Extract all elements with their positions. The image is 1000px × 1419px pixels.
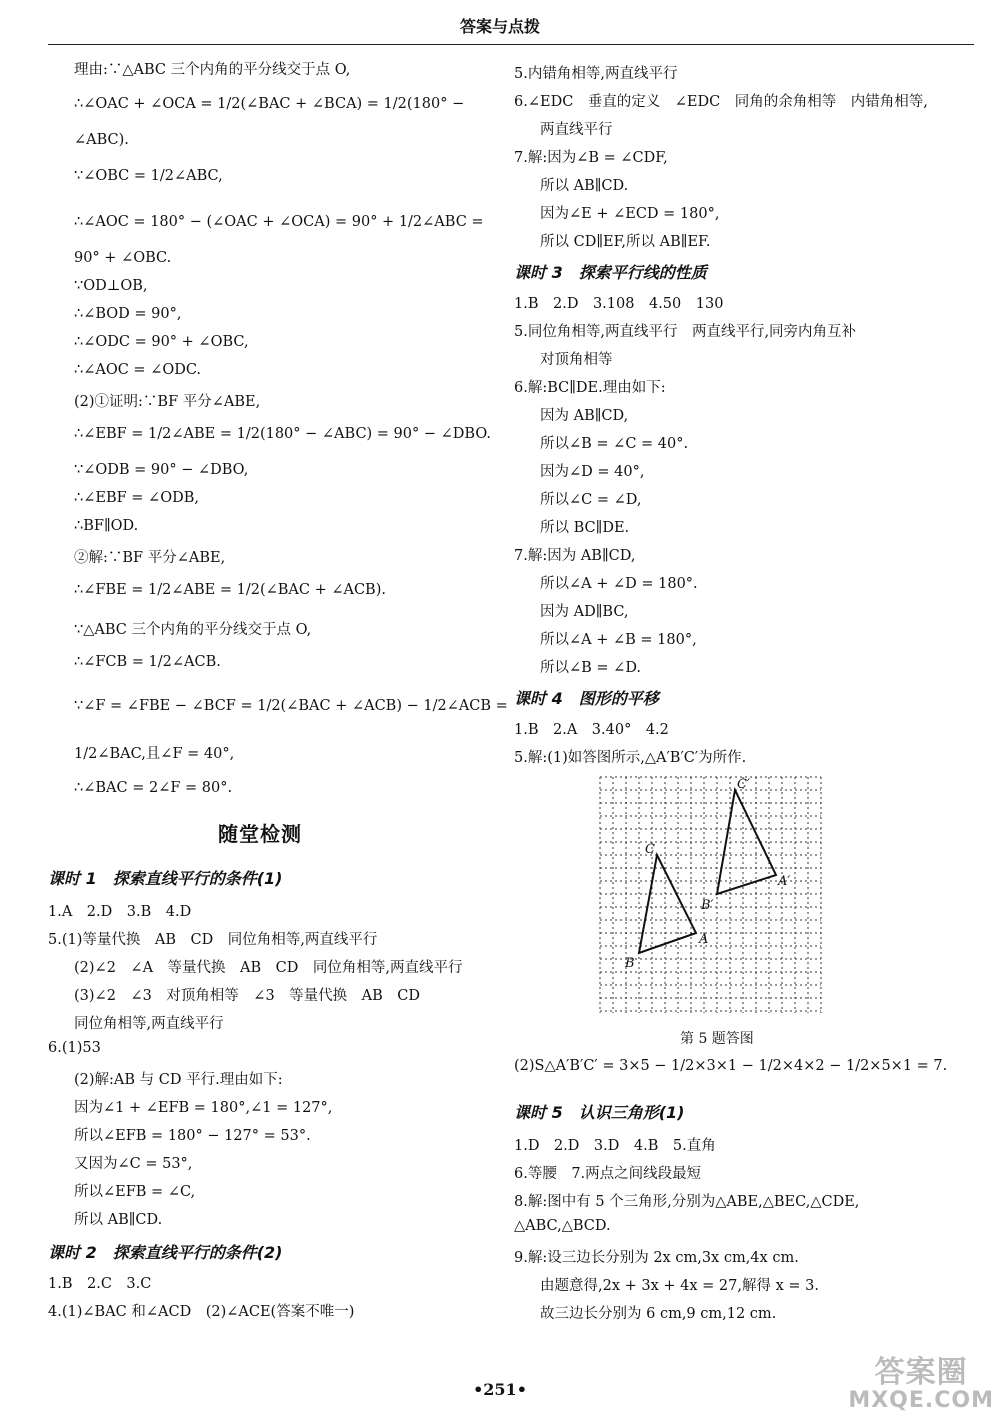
- answer-line: 所以 CD∥EF,所以 AB∥EF.: [540, 234, 711, 250]
- answer-line: ∵∠OBC = 1/2∠ABC,: [74, 168, 223, 184]
- answer-line: 7.解:因为∠B = ∠CDF,: [514, 150, 668, 166]
- triangle-abc: [639, 855, 696, 953]
- answer-line: 1.B 2.C 3.C: [48, 1276, 152, 1292]
- answer-line: ∴∠BAC = 2∠F = 80°.: [74, 780, 233, 796]
- answer-line: 所以∠EFB = 180° − 127° = 53°.: [74, 1128, 311, 1144]
- answer-line: 6.等腰 7.两点之间线段最短: [514, 1166, 702, 1182]
- answer-line: 因为∠D = 40°,: [540, 464, 645, 480]
- label-b: B: [625, 956, 635, 971]
- figure-caption: 第 5 题答图: [680, 1031, 754, 1047]
- watermark-logo: [848, 1356, 994, 1413]
- answer-line: 两直线平行: [540, 122, 613, 138]
- answer-line: 6.∠EDC 垂直的定义 ∠EDC 同角的余角相等 内错角相等,: [514, 94, 928, 110]
- label-c-prime: C′: [737, 777, 750, 792]
- answer-line: 因为∠E + ∠ECD = 180°,: [540, 206, 720, 222]
- lesson-2-title: 课时 2 探索直线平行的条件(2): [48, 1243, 283, 1262]
- answer-line: 又因为∠C = 53°,: [74, 1156, 193, 1172]
- lesson-5-title: 课时 5 认识三角形(1): [514, 1103, 685, 1122]
- label-b-prime: B′: [701, 898, 714, 913]
- answer-line: 所以∠B = ∠C = 40°.: [540, 436, 689, 452]
- answer-line: 7.解:因为 AB∥CD,: [514, 548, 636, 564]
- answer-line: ∵△ABC 三个内角的平分线交于点 O,: [74, 622, 312, 638]
- label-a-prime: A′: [778, 874, 791, 889]
- answer-line: 1/2∠BAC,且∠F = 40°,: [74, 746, 235, 762]
- answer-line: 所以 AB∥CD.: [74, 1212, 163, 1228]
- dotted-grid: [600, 777, 821, 1013]
- answer-line: 所以∠A + ∠D = 180°.: [540, 576, 698, 592]
- answer-line: 所以∠EFB = ∠C,: [74, 1184, 196, 1200]
- answer-line: 5.内错角相等,两直线平行: [514, 66, 678, 82]
- answer-line: 所以∠C = ∠D,: [540, 492, 642, 508]
- answer-line: 90° + ∠OBC.: [74, 250, 172, 266]
- page-number: •251•: [473, 1380, 527, 1399]
- answer-line: (3)∠2 ∠3 对顶角相等 ∠3 等量代换 AB CD: [74, 988, 421, 1004]
- lesson-4-title: 课时 4 图形的平移: [514, 689, 659, 708]
- answer-line: 6.解:BC∥DE.理由如下:: [514, 380, 666, 396]
- answer-line: ∴∠BOD = 90°,: [74, 306, 182, 322]
- answer-line: 5.(1)等量代换 AB CD 同位角相等,两直线平行: [48, 932, 378, 948]
- answer-line: △ABC,△BCD.: [514, 1218, 611, 1234]
- area-answer-line: (2)S△A′B′C′ = 3×5 − 1/2×3×1 − 1/2×4×2 − 1/2×5×1 = 7.: [514, 1058, 948, 1074]
- label-c: C: [645, 842, 655, 857]
- answer-line: ∴BF∥OD.: [74, 518, 139, 534]
- watermark-line-2: MXQE.COM: [848, 1387, 994, 1413]
- answer-line: 故三边长分别为 6 cm,9 cm,12 cm.: [540, 1306, 777, 1322]
- answer-line: ∴∠OAC + ∠OCA = 1/2(∠BAC + ∠BCA) = 1/2(180° −: [74, 96, 465, 112]
- answer-line: ∴∠EBF = 1/2∠ABE = 1/2(180° − ∠ABC) = 90° − ∠DBO.: [74, 426, 491, 442]
- watermark-line-1: 答案圈: [874, 1354, 968, 1390]
- answer-line: ②解:∵BF 平分∠ABE,: [74, 550, 226, 566]
- answer-line: (2)∠2 ∠A 等量代换 AB CD 同位角相等,两直线平行: [74, 960, 463, 976]
- answer-line: (2)解:AB 与 CD 平行.理由如下:: [74, 1072, 283, 1088]
- answer-line: ∴∠FBE = 1/2∠ABE = 1/2(∠BAC + ∠ACB).: [74, 582, 386, 598]
- answer-line: ∠ABC).: [74, 132, 129, 148]
- answer-line: 1.B 2.A 3.40° 4.2: [514, 722, 669, 738]
- answer-line: 所以∠B = ∠D.: [540, 660, 642, 676]
- answer-line: 5.同位角相等,两直线平行 两直线平行,同旁内角互补: [514, 324, 857, 340]
- answer-line: 6.(1)53: [48, 1040, 101, 1056]
- answer-line: 1.D 2.D 3.D 4.B 5.直角: [514, 1138, 716, 1154]
- translation-grid-figure: [596, 773, 832, 1021]
- answer-line: 5.解:(1)如答图所示,△A′B′C′为所作.: [514, 750, 747, 766]
- answer-line: 4.(1)∠BAC 和∠ACD (2)∠ACE(答案不唯一): [48, 1304, 355, 1320]
- answer-line: 所以 BC∥DE.: [540, 520, 630, 536]
- answer-line: 因为∠1 + ∠EFB = 180°,∠1 = 127°,: [74, 1100, 333, 1116]
- answer-line: 所以∠A + ∠B = 180°,: [540, 632, 697, 648]
- header-rule: [48, 44, 974, 45]
- answer-line: ∴∠EBF = ∠ODB,: [74, 490, 199, 506]
- answer-line: 8.解:图中有 5 个三角形,分别为△ABE,△BEC,△CDE,: [514, 1194, 860, 1210]
- answer-line: 1.A 2.D 3.B 4.D: [48, 904, 192, 920]
- answer-line: ∴∠ODC = 90° + ∠OBC,: [74, 334, 249, 350]
- lesson-3-title: 课时 3 探索平行线的性质: [514, 263, 707, 282]
- answer-line: 9.解:设三边长分别为 2x cm,3x cm,4x cm.: [514, 1250, 799, 1266]
- answer-line: ∵OD⊥OB,: [74, 278, 148, 294]
- grid-diagram: [596, 773, 832, 1017]
- answer-line: 由题意得,2x + 3x + 4x = 27,解得 x = 3.: [540, 1278, 819, 1294]
- answer-line: 所以 AB∥CD.: [540, 178, 629, 194]
- answer-line: ∵∠ODB = 90° − ∠DBO,: [74, 462, 249, 478]
- answer-line: 同位角相等,两直线平行: [74, 1016, 224, 1032]
- label-a: A: [699, 932, 709, 947]
- answer-line: ∵∠F = ∠FBE − ∠BCF = 1/2(∠BAC + ∠ACB) − 1/2∠ACB =: [74, 698, 508, 714]
- answer-line: ∴∠FCB = 1/2∠ACB.: [74, 654, 221, 670]
- answer-line: ∴∠AOC = ∠ODC.: [74, 362, 202, 378]
- answer-line: 1.B 2.D 3.108 4.50 130: [514, 296, 724, 312]
- answer-line: ∴∠AOC = 180° − (∠OAC + ∠OCA) = 90° + 1/2∠ABC =: [74, 214, 484, 230]
- page-header-title: 答案与点拨: [459, 17, 540, 36]
- section-title: 随堂检测: [218, 822, 302, 846]
- answer-line: 因为 AB∥CD,: [540, 408, 629, 424]
- answer-line: (2)①证明:∵BF 平分∠ABE,: [74, 394, 261, 410]
- answer-line: 因为 AD∥BC,: [540, 604, 629, 620]
- answer-line: 对顶角相等: [540, 352, 613, 368]
- answer-line: 理由:∵△ABC 三个内角的平分线交于点 O,: [74, 62, 351, 78]
- lesson-1-title: 课时 1 探索直线平行的条件(1): [48, 869, 283, 888]
